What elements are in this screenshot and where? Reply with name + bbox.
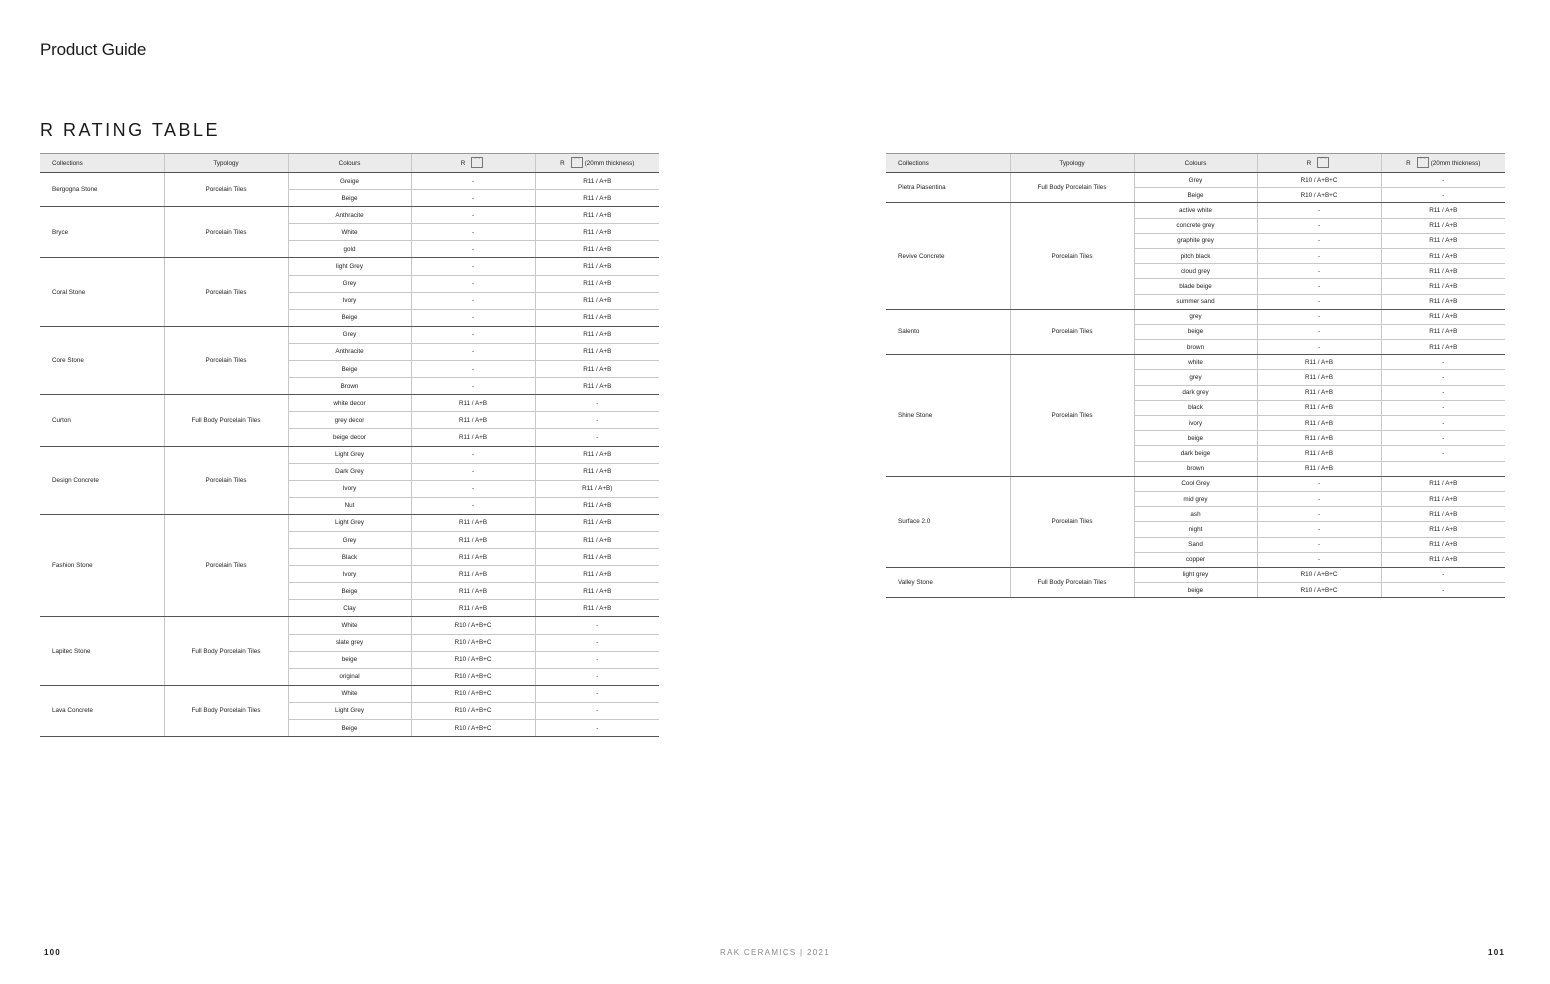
colour-cell: slate grey — [288, 634, 411, 651]
r-rating-20mm-cell: R11 / A+B — [535, 292, 659, 309]
r-rating-20mm-cell: R11 / A+B — [535, 600, 659, 617]
colour-cell: Beige — [288, 720, 411, 737]
colour-cell: dark beige — [1134, 446, 1257, 461]
colour-cell: grey decor — [288, 412, 411, 429]
col-header-colours: Colours — [1134, 154, 1257, 173]
r-rating-cell: R11 / A+B — [1257, 431, 1381, 446]
r-rating-20mm-cell: R11 / A+B — [1381, 552, 1505, 567]
colour-cell: light grey — [1134, 567, 1257, 582]
collection-name: Lava Concrete — [40, 685, 164, 736]
table-row — [40, 258, 659, 275]
r-rating-cell: - — [411, 497, 535, 514]
r-rating-cell: - — [1257, 552, 1381, 567]
r-rating-20mm-cell: R11 / A+B — [535, 190, 659, 207]
r-rating-20mm-cell: R11 / A+B — [1381, 340, 1505, 355]
colour-cell: Grey — [288, 275, 411, 292]
r-rating-20mm-cell: R11 / A+B — [535, 326, 659, 343]
r-rating-20mm-cell: R11 / A+B — [535, 549, 659, 566]
r-rating-cell: R11 / A+B — [411, 531, 535, 548]
table-header-row — [40, 154, 659, 173]
r-rating-cell: - — [1257, 522, 1381, 537]
r-rating-cell: R10 / A+B+C — [411, 651, 535, 668]
page-number-right: 101 — [1488, 948, 1505, 957]
table-row — [886, 173, 1505, 188]
typology-cell: Porcelain Tiles — [164, 207, 288, 258]
colour-cell: concrete grey — [1134, 218, 1257, 233]
r-rating-cell: R11 / A+B — [1257, 370, 1381, 385]
r-rating-20mm-cell: R11 / A+B — [535, 361, 659, 378]
r-rating-20mm-cell: R11 / A+B — [535, 224, 659, 241]
r-rating-20mm-cell: R11 / A+B — [535, 343, 659, 360]
colour-cell: brown — [1134, 340, 1257, 355]
col-header-r-20mm — [1381, 154, 1505, 173]
table-row — [886, 476, 1505, 491]
col-header-collections: Collections — [886, 154, 1010, 173]
typology-cell: Full Body Porcelain Tiles — [164, 395, 288, 446]
colour-cell: Grey — [288, 326, 411, 343]
footer-brand: RAK CERAMICS | 2021 — [720, 948, 830, 957]
r-rating-20mm-cell: R11 / A+B — [1381, 233, 1505, 248]
r-rating-cell: - — [411, 173, 535, 190]
colour-cell: beige — [1134, 324, 1257, 339]
slip-shoe-icon: ⌒ — [1317, 157, 1329, 168]
colour-cell: cloud grey — [1134, 264, 1257, 279]
table-row — [40, 446, 659, 463]
colour-cell: beige decor — [288, 429, 411, 446]
colour-cell: copper — [1134, 552, 1257, 567]
r-rating-20mm-cell: - — [1381, 188, 1505, 203]
col-header-colours: Colours — [288, 154, 411, 173]
r-rating-cell: R11 / A+B — [411, 412, 535, 429]
r-rating-cell: - — [411, 309, 535, 326]
r-rating-cell: - — [411, 463, 535, 480]
r-rating-cell: R11 / A+B — [1257, 416, 1381, 431]
slip-shoe-icon: ⌒ — [571, 157, 583, 168]
r-rating-20mm-cell: R11 / A+B — [1381, 264, 1505, 279]
typology-cell: Porcelain Tiles — [164, 514, 288, 617]
r-rating-20mm-cell: - — [1381, 370, 1505, 385]
colour-cell: Cool Grey — [1134, 476, 1257, 491]
colour-cell: Beige — [288, 190, 411, 207]
r-rating-cell: R10 / A+B+C — [1257, 188, 1381, 203]
typology-cell: Porcelain Tiles — [164, 326, 288, 394]
colour-cell: Light Grey — [288, 514, 411, 531]
r-rating-20mm-cell: R11 / A+B — [1381, 324, 1505, 339]
colour-cell: blade beige — [1134, 279, 1257, 294]
collection-name: Design Concrete — [40, 446, 164, 514]
table-row — [40, 395, 659, 412]
r-rating-cell: - — [1257, 203, 1381, 218]
colour-cell: Ivory — [288, 480, 411, 497]
colour-cell: dark grey — [1134, 385, 1257, 400]
r-rating-20mm-cell: R11 / A+B — [535, 514, 659, 531]
r-rating-20mm-cell: R11 / A+B — [535, 378, 659, 395]
r-rating-cell: - — [411, 480, 535, 497]
colour-cell: grey — [1134, 309, 1257, 324]
typology-cell: Full Body Porcelain Tiles — [1010, 567, 1134, 597]
typology-cell: Full Body Porcelain Tiles — [164, 685, 288, 736]
colour-cell: original — [288, 668, 411, 685]
collection-name: Salento — [886, 309, 1010, 355]
colour-cell: white — [1134, 355, 1257, 370]
r-rating-cell: - — [1257, 537, 1381, 552]
table-row — [40, 685, 659, 702]
r-rating-20mm-cell: R11 / A+B — [1381, 537, 1505, 552]
r-rating-cell: - — [1257, 279, 1381, 294]
col-header-typology: Typology — [164, 154, 288, 173]
r-rating-20mm-cell: R11 / A+B — [1381, 279, 1505, 294]
colour-cell: Beige — [1134, 188, 1257, 203]
colour-cell: Black — [288, 549, 411, 566]
colour-cell: beige — [1134, 583, 1257, 598]
r-rating-20mm-cell: - — [535, 617, 659, 634]
r-rating-cell: R11 / A+B — [1257, 446, 1381, 461]
r-rating-cell: - — [411, 361, 535, 378]
r-rating-20mm-cell: R11 / A+B — [1381, 294, 1505, 309]
r-rating-cell: R11 / A+B — [411, 514, 535, 531]
colour-cell: Ivory — [288, 292, 411, 309]
table-row — [40, 207, 659, 224]
r-rating-cell: R10 / A+B+C — [411, 668, 535, 685]
r-rating-cell: R11 / A+B — [411, 429, 535, 446]
collection-name: Surface 2.0 — [886, 476, 1010, 567]
table-row — [886, 203, 1505, 218]
r-rating-20mm-cell: R11 / A+B — [1381, 522, 1505, 537]
r-rating-table-right — [886, 153, 1505, 598]
collection-name: Curton — [40, 395, 164, 446]
col-header-r — [1257, 154, 1381, 173]
r-rating-cell: R10 / A+B+C — [411, 702, 535, 719]
colour-cell: pitch black — [1134, 248, 1257, 263]
colour-cell: beige — [1134, 431, 1257, 446]
r-rating-table-left — [40, 153, 659, 737]
colour-cell: gold — [288, 241, 411, 258]
col-header-r-prefix: R — [1306, 159, 1312, 167]
r-rating-cell: - — [411, 446, 535, 463]
r-rating-20mm-cell: - — [535, 429, 659, 446]
colour-cell: Clay — [288, 600, 411, 617]
col-header-r20-suffix: (20mm thickness) — [584, 159, 635, 167]
colour-cell: Greige — [288, 173, 411, 190]
table-row — [40, 326, 659, 343]
r-rating-cell: - — [1257, 309, 1381, 324]
r-rating-cell: R11 / A+B — [411, 566, 535, 583]
col-header-collections: Collections — [40, 154, 164, 173]
r-rating-20mm-cell: - — [1381, 173, 1505, 188]
r-rating-cell: R10 / A+B+C — [1257, 567, 1381, 582]
collection-name: Bergogna Stone — [40, 173, 164, 207]
colour-cell: Nut — [288, 497, 411, 514]
r-rating-20mm-cell: R11 / A+B — [1381, 507, 1505, 522]
r-rating-cell: - — [1257, 491, 1381, 506]
r-rating-20mm-cell: R11 / A+B — [535, 258, 659, 275]
colour-cell: active white — [1134, 203, 1257, 218]
col-header-r20-suffix: (20mm thickness) — [1430, 159, 1481, 167]
table-header-row — [886, 154, 1505, 173]
colour-cell: Ivory — [288, 566, 411, 583]
r-rating-cell: R10 / A+B+C — [411, 634, 535, 651]
colour-cell: light Grey — [288, 258, 411, 275]
r-rating-20mm-cell: R11 / A+B — [535, 463, 659, 480]
colour-cell: ivory — [1134, 416, 1257, 431]
colour-cell: Dark Grey — [288, 463, 411, 480]
r-rating-cell: - — [1257, 218, 1381, 233]
r-rating-20mm-cell: - — [535, 395, 659, 412]
section-title: R RATING TABLE — [40, 120, 221, 140]
r-rating-cell: - — [411, 275, 535, 292]
r-rating-20mm-cell: R11 / A+B — [535, 497, 659, 514]
r-rating-cell: R11 / A+B — [411, 600, 535, 617]
r-rating-20mm-cell: R11 / A+B — [535, 531, 659, 548]
table-row — [886, 355, 1505, 370]
colour-cell: brown — [1134, 461, 1257, 476]
r-rating-cell: - — [411, 292, 535, 309]
r-rating-20mm-cell: - — [535, 668, 659, 685]
r-rating-cell: - — [411, 224, 535, 241]
r-rating-cell: - — [1257, 233, 1381, 248]
r-rating-20mm-cell: - — [1381, 385, 1505, 400]
r-rating-cell: R11 / A+B — [1257, 355, 1381, 370]
r-rating-20mm-cell: - — [535, 651, 659, 668]
table-row — [886, 309, 1505, 324]
colour-cell: ash — [1134, 507, 1257, 522]
colour-cell: Anthracite — [288, 343, 411, 360]
r-rating-20mm-cell: - — [535, 702, 659, 719]
colour-cell: Beige — [288, 361, 411, 378]
table-row — [40, 514, 659, 531]
colour-cell: black — [1134, 400, 1257, 415]
col-header-r20-prefix: R — [560, 159, 565, 167]
page-number-left: 100 — [44, 948, 61, 957]
r-rating-20mm-cell: R11 / A+B — [535, 207, 659, 224]
r-rating-20mm-cell: - — [1381, 446, 1505, 461]
r-rating-20mm-cell: - — [535, 412, 659, 429]
r-rating-cell: - — [411, 343, 535, 360]
colour-cell: mid grey — [1134, 491, 1257, 506]
r-rating-20mm-cell: - — [1381, 355, 1505, 370]
r-rating-20mm-cell: R11 / A+B — [535, 275, 659, 292]
colour-cell: White — [288, 617, 411, 634]
collection-name: Shine Stone — [886, 355, 1010, 477]
colour-cell: Grey — [1134, 173, 1257, 188]
r-rating-cell: - — [1257, 507, 1381, 522]
col-header-r20-prefix: R — [1406, 159, 1411, 167]
r-rating-20mm-cell: R11 / A+B — [1381, 248, 1505, 263]
r-rating-20mm-cell: - — [1381, 567, 1505, 582]
collection-name: Fashion Stone — [40, 514, 164, 617]
colour-cell: white decor — [288, 395, 411, 412]
collection-name: Revive Concrete — [886, 203, 1010, 309]
typology-cell: Porcelain Tiles — [164, 173, 288, 207]
page-header-title: Product Guide — [40, 40, 147, 59]
r-rating-20mm-cell: R11 / A+B — [1381, 218, 1505, 233]
collection-name: Bryce — [40, 207, 164, 258]
r-rating-cell: R11 / A+B — [1257, 400, 1381, 415]
r-rating-20mm-cell: R11 / A+B — [535, 241, 659, 258]
colour-cell: White — [288, 224, 411, 241]
colour-cell: Light Grey — [288, 702, 411, 719]
r-rating-20mm-cell: - — [1381, 431, 1505, 446]
r-rating-20mm-cell: R11 / A+B) — [535, 480, 659, 497]
table-row — [40, 173, 659, 190]
col-header-typology: Typology — [1010, 154, 1134, 173]
r-rating-20mm-cell: R11 / A+B — [535, 566, 659, 583]
collection-name: Lapitec Stone — [40, 617, 164, 685]
table-row — [886, 567, 1505, 582]
r-rating-20mm-cell: R11 / A+B — [1381, 476, 1505, 491]
r-rating-cell: R11 / A+B — [411, 549, 535, 566]
r-rating-20mm-cell: R11 / A+B — [1381, 203, 1505, 218]
r-rating-cell: - — [411, 326, 535, 343]
r-rating-20mm-cell: R11 / A+B — [535, 583, 659, 600]
r-rating-cell: - — [411, 258, 535, 275]
collection-name: Coral Stone — [40, 258, 164, 326]
r-rating-20mm-cell: - — [1381, 583, 1505, 598]
r-rating-cell: R11 / A+B — [1257, 461, 1381, 476]
colour-cell: Beige — [288, 583, 411, 600]
slip-shoe-icon: ⌒ — [1417, 157, 1429, 168]
colour-cell: beige — [288, 651, 411, 668]
r-rating-cell: R11 / A+B — [411, 395, 535, 412]
col-header-r-20mm — [535, 154, 659, 173]
typology-cell: Porcelain Tiles — [1010, 355, 1134, 477]
typology-cell: Porcelain Tiles — [1010, 309, 1134, 355]
col-header-r-prefix: R — [460, 159, 466, 167]
r-rating-cell: - — [411, 190, 535, 207]
collection-name: Core Stone — [40, 326, 164, 394]
col-header-r — [411, 154, 535, 173]
colour-cell: Beige — [288, 309, 411, 326]
r-rating-20mm-cell: - — [1381, 416, 1505, 431]
r-rating-20mm-cell: - — [1381, 400, 1505, 415]
colour-cell: summer sand — [1134, 294, 1257, 309]
r-rating-cell: - — [1257, 294, 1381, 309]
r-rating-cell: - — [1257, 248, 1381, 263]
colour-cell: night — [1134, 522, 1257, 537]
r-rating-20mm-cell: R11 / A+B — [1381, 309, 1505, 324]
r-rating-cell: R10 / A+B+C — [1257, 173, 1381, 188]
r-rating-cell: - — [1257, 476, 1381, 491]
r-rating-cell: R10 / A+B+C — [1257, 583, 1381, 598]
r-rating-cell: R10 / A+B+C — [411, 617, 535, 634]
r-rating-20mm-cell — [1381, 461, 1505, 476]
r-rating-20mm-cell: - — [535, 720, 659, 737]
r-rating-20mm-cell: R11 / A+B — [535, 309, 659, 326]
typology-cell: Porcelain Tiles — [1010, 476, 1134, 567]
r-rating-cell: R11 / A+B — [1257, 385, 1381, 400]
r-rating-20mm-cell: - — [535, 685, 659, 702]
colour-cell: Light Grey — [288, 446, 411, 463]
table-row — [40, 617, 659, 634]
r-rating-cell: - — [411, 241, 535, 258]
colour-cell: graphite grey — [1134, 233, 1257, 248]
typology-cell: Porcelain Tiles — [1010, 203, 1134, 309]
collection-name: Valley Stone — [886, 567, 1010, 597]
r-rating-cell: R11 / A+B — [411, 583, 535, 600]
typology-cell: Full Body Porcelain Tiles — [164, 617, 288, 685]
r-rating-20mm-cell: - — [535, 634, 659, 651]
r-rating-cell: - — [411, 207, 535, 224]
typology-cell: Porcelain Tiles — [164, 446, 288, 514]
r-rating-20mm-cell: R11 / A+B — [1381, 491, 1505, 506]
colour-cell: Sand — [1134, 537, 1257, 552]
r-rating-20mm-cell: R11 / A+B — [535, 446, 659, 463]
slip-shoe-icon: ⌒ — [471, 157, 483, 168]
r-rating-cell: - — [1257, 264, 1381, 279]
collection-name: Pietra Piasentina — [886, 173, 1010, 203]
r-rating-cell: - — [411, 378, 535, 395]
colour-cell: Brown — [288, 378, 411, 395]
r-rating-cell: - — [1257, 340, 1381, 355]
r-rating-cell: - — [1257, 324, 1381, 339]
colour-cell: White — [288, 685, 411, 702]
r-rating-20mm-cell: R11 / A+B — [535, 173, 659, 190]
r-rating-cell: R10 / A+B+C — [411, 720, 535, 737]
typology-cell: Porcelain Tiles — [164, 258, 288, 326]
r-rating-cell: R10 / A+B+C — [411, 685, 535, 702]
colour-cell: grey — [1134, 370, 1257, 385]
colour-cell: Grey — [288, 531, 411, 548]
colour-cell: Anthracite — [288, 207, 411, 224]
typology-cell: Full Body Porcelain Tiles — [1010, 173, 1134, 203]
